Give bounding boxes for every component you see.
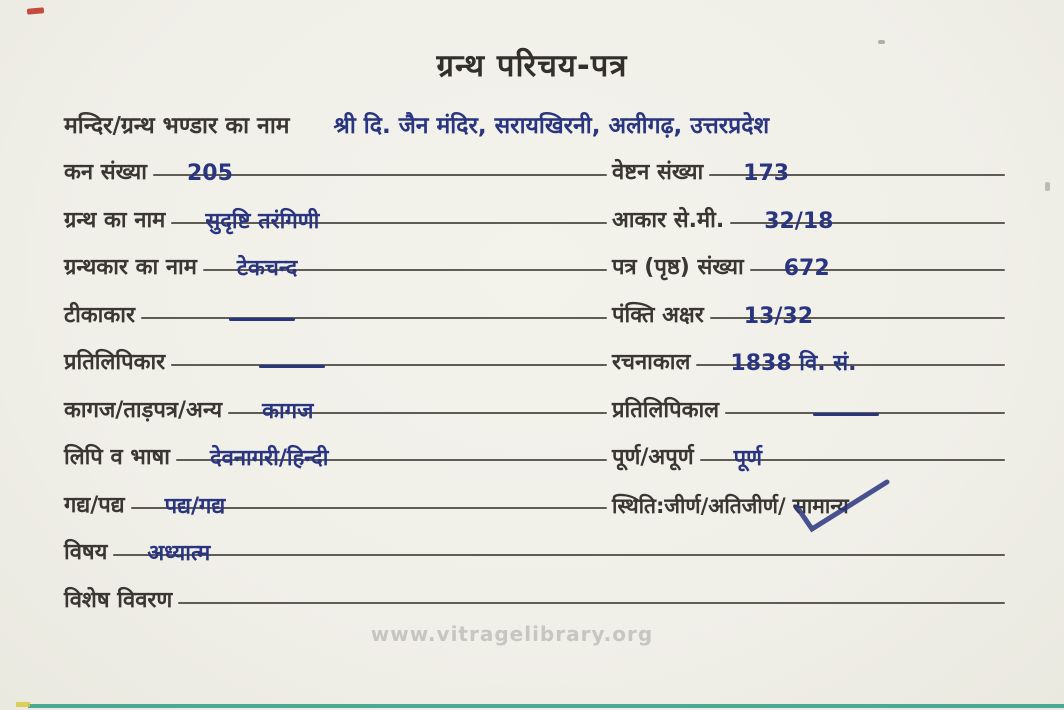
field-line-area [696, 348, 1008, 396]
watermark-text: www.vitragelibrary.org [370, 622, 654, 646]
field-value: सामान्य [792, 493, 849, 518]
blank-dash-mark [229, 318, 295, 321]
scan-artifact-red-mark [27, 7, 44, 14]
form-field-row [612, 348, 1008, 396]
field-underline [113, 554, 1005, 556]
field-line-area [709, 158, 1008, 206]
field-value: 32/18 [764, 208, 834, 234]
field-value: पद्य/गद्य [164, 493, 226, 519]
form-field-row [612, 253, 1008, 301]
field-value: 1838 वि. सं. [730, 351, 857, 376]
form-field-row [64, 158, 610, 206]
field-label: पंक्ति अक्षर [612, 302, 704, 328]
condition-checked-option [793, 491, 849, 522]
scan-artifact-speck [1045, 182, 1050, 191]
form-field-row [612, 206, 1008, 254]
field-underline [171, 364, 607, 366]
field-underline [178, 602, 1005, 604]
field-label: स्थिति:जीर्ण/अतिजीर्ण/ [612, 493, 786, 518]
field-label: विषय [64, 540, 108, 565]
field-value: 13/32 [743, 303, 814, 329]
field-value: अध्यात्म [147, 541, 211, 566]
field-line-area [700, 443, 1008, 491]
field-line-area [725, 396, 1008, 444]
field-line-area [153, 158, 610, 206]
form-field-row [64, 253, 610, 301]
field-line-area [203, 253, 610, 301]
temple-name-value: श्री दि. जैन मंदिर, सरायखिरनी, अलीगढ़, उत्तरप्रदेश [333, 113, 770, 139]
form-field-row [64, 538, 1008, 586]
field-line-area [113, 538, 1008, 586]
field-label: विशेष विवरण [64, 587, 173, 613]
field-label: कागज/ताड़पत्र/अन्य [64, 397, 223, 423]
field-label: प्रतिलिपिकार [64, 350, 166, 375]
form-field-row [64, 443, 610, 491]
left-fields-column [64, 158, 610, 538]
form-field-row [64, 396, 610, 444]
field-label: वेष्टन संख्या [612, 160, 704, 185]
field-value: देवनागरी/हिन्दी [209, 446, 329, 471]
field-line-area [141, 301, 610, 349]
field-label: पूर्ण/अपूर्ण [612, 445, 694, 470]
field-label: प्रतिलिपिकाल [612, 397, 720, 423]
temple-name-row [64, 108, 1034, 140]
field-label: लिपि व भाषा [64, 445, 170, 470]
field-line-area [171, 348, 610, 396]
field-label: पत्र (पृष्ठ) संख्या [612, 255, 744, 280]
field-value: टेकचन्द [236, 256, 298, 281]
form-field-row [612, 301, 1008, 349]
field-line-area [176, 443, 610, 491]
form-field-row [612, 443, 1008, 491]
field-value: 205 [186, 161, 233, 186]
field-value: 672 [783, 256, 830, 281]
field-line-area [792, 491, 1008, 539]
field-label: गद्य/पद्य [64, 492, 125, 518]
full-width-fields [64, 538, 1008, 633]
field-underline [141, 317, 607, 319]
field-line-area [730, 206, 1008, 254]
right-fields-column [612, 158, 1008, 538]
field-line-area [710, 301, 1008, 349]
field-label: टीकाकार [64, 302, 135, 328]
field-line-area [750, 253, 1008, 301]
field-label: ग्रन्थ का नाम [64, 207, 166, 233]
form-field-row [612, 491, 1008, 539]
form-field-row [64, 206, 610, 254]
form-field-row [64, 491, 610, 539]
field-label: कन संख्या [64, 160, 147, 185]
scan-artifact-yellow-speck [16, 702, 30, 707]
field-value: 173 [743, 161, 790, 186]
blank-dash-mark [259, 365, 325, 368]
field-value: कागज [262, 398, 314, 424]
form-field-row [64, 301, 610, 349]
field-label: ग्रन्थकार का नाम [64, 255, 197, 280]
form-field-row [612, 158, 1008, 206]
scan-artifact-teal-edge-line [28, 704, 1064, 708]
field-line-area [131, 491, 610, 539]
form-field-row [64, 348, 610, 396]
field-line-area [171, 206, 610, 254]
field-label: आकार से.मी. [612, 207, 725, 233]
field-line-area [228, 396, 610, 444]
blank-dash-mark [813, 413, 879, 416]
form-field-row [612, 396, 1008, 444]
field-label: रचनाकाल [612, 350, 691, 375]
temple-name-label: मन्दिर/ग्रन्थ भण्डार का नाम [64, 113, 290, 139]
page-title: ग्रन्थ परिचय-पत्र [436, 48, 628, 84]
field-value: पूर्ण [733, 446, 763, 471]
field-value: सुदृष्टि तरंगिणी [205, 208, 320, 234]
